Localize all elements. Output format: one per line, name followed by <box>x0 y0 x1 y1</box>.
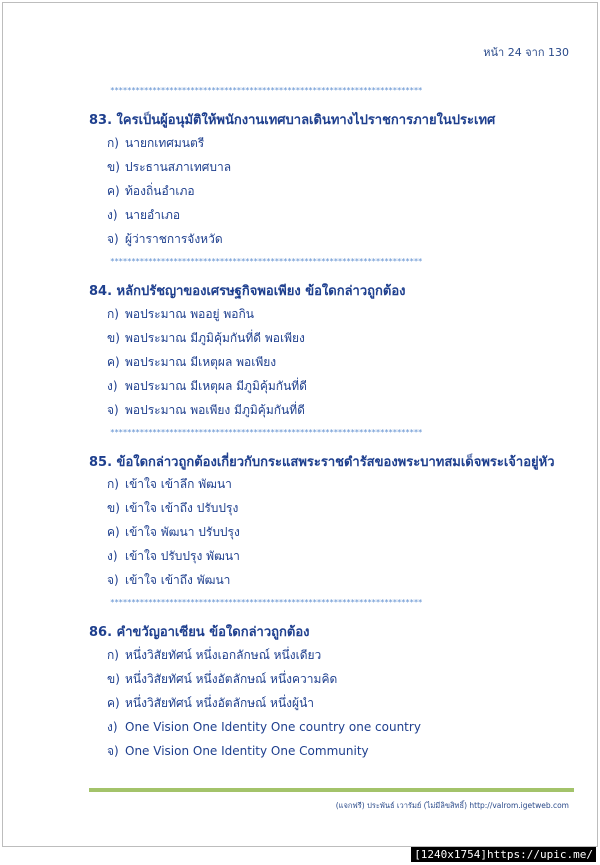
question-83-title: 83. ใครเป็นผู้อนุมัติให้พนักงานเทศบาลเดินทางไปราชการภายในประเทศ <box>89 113 496 128</box>
question-83-choice-c: ค) ท้องถิ่นอำเภอ <box>107 184 195 198</box>
question-86-choice-c: ค) หนึ่งวิสัยทัศน์ หนึ่งอัตลักษณ์ หนึ่งผู้นำ <box>107 696 315 710</box>
question-84-choice-d: ง) พอประมาณ มีเหตุผล มีภูมิคุ้มกันที่ดี <box>107 379 307 393</box>
question-84-choice-e: จ) พอประมาณ พอเพียง มีภูมิคุ้มกันที่ดี <box>107 403 305 417</box>
question-85-choice-b: ข) เข้าใจ เข้าถึง ปรับปรุง <box>107 501 239 515</box>
question-83-choice-a: ก) นายกเทศมนตรี <box>107 136 205 150</box>
separator: ************************************************************************** <box>110 86 423 95</box>
question-83-choice-e: จ) ผู้ว่าราชการจังหวัด <box>107 232 223 246</box>
question-85-choice-c: ค) เข้าใจ พัฒนา ปรับปรุง <box>107 525 240 539</box>
separator: ************************************************************************** <box>110 598 423 607</box>
question-85-choice-e: จ) เข้าใจ เข้าถึง พัฒนา <box>107 573 231 587</box>
question-85-title: 85. ข้อใดกล่าวถูกต้องเกี่ยวกับกระแสพระราชดำรัสของพระบาทสมเด็จพระเจ้าอยู่หัว <box>89 455 555 470</box>
page-number: หน้า 24 จาก 130 <box>483 46 569 59</box>
question-86-choice-b: ข) หนึ่งวิสัยทัศน์ หนึ่งอัตลักษณ์ หนึ่งความคิด <box>107 672 338 686</box>
question-85-choice-d: ง) เข้าใจ ปรับปรุง พัฒนา <box>107 549 240 563</box>
question-83-choice-b: ข) ประธานสภาเทศบาล <box>107 160 232 174</box>
question-86-title: 86. คำขวัญอาเซียน ข้อใดกล่าวถูกต้อง <box>89 625 310 640</box>
separator: ************************************************************************** <box>110 428 423 437</box>
question-86-choice-a: ก) หนึ่งวิสัยทัศน์ หนึ่งเอกลักษณ์ หนึ่งเดียว <box>107 648 322 662</box>
separator: ************************************************************************** <box>110 257 423 266</box>
question-84-title: 84. หลักปรัชญาของเศรษฐกิจพอเพียง ข้อใดกล่าวถูกต้อง <box>89 284 406 299</box>
question-86-choice-e: จ) One Vision One Identity One Community <box>107 744 369 758</box>
question-86-choice-d: ง) One Vision One Identity One country one country <box>107 720 421 734</box>
footer-credit: (แจกฟรี) ประพันธ์ เวารัมย์ (ไม่มีลิขสิทธิ์) http://valrom.igetweb.com <box>335 801 569 810</box>
question-84-choice-b: ข) พอประมาณ มีภูมิคุ้มกันที่ดี พอเพียง <box>107 331 305 345</box>
question-83-choice-d: ง) นายอำเภอ <box>107 208 181 222</box>
footer-rule <box>89 788 574 792</box>
question-85-choice-a: ก) เข้าใจ เข้าลึก พัฒนา <box>107 477 232 491</box>
document-page <box>2 2 598 847</box>
upload-watermark: [1240x1754]https://upic.me/ <box>411 847 596 862</box>
question-84-choice-c: ค) พอประมาณ มีเหตุผล พอเพียง <box>107 355 277 369</box>
question-84-choice-a: ก) พอประมาณ พออยู่ พอกิน <box>107 307 254 321</box>
